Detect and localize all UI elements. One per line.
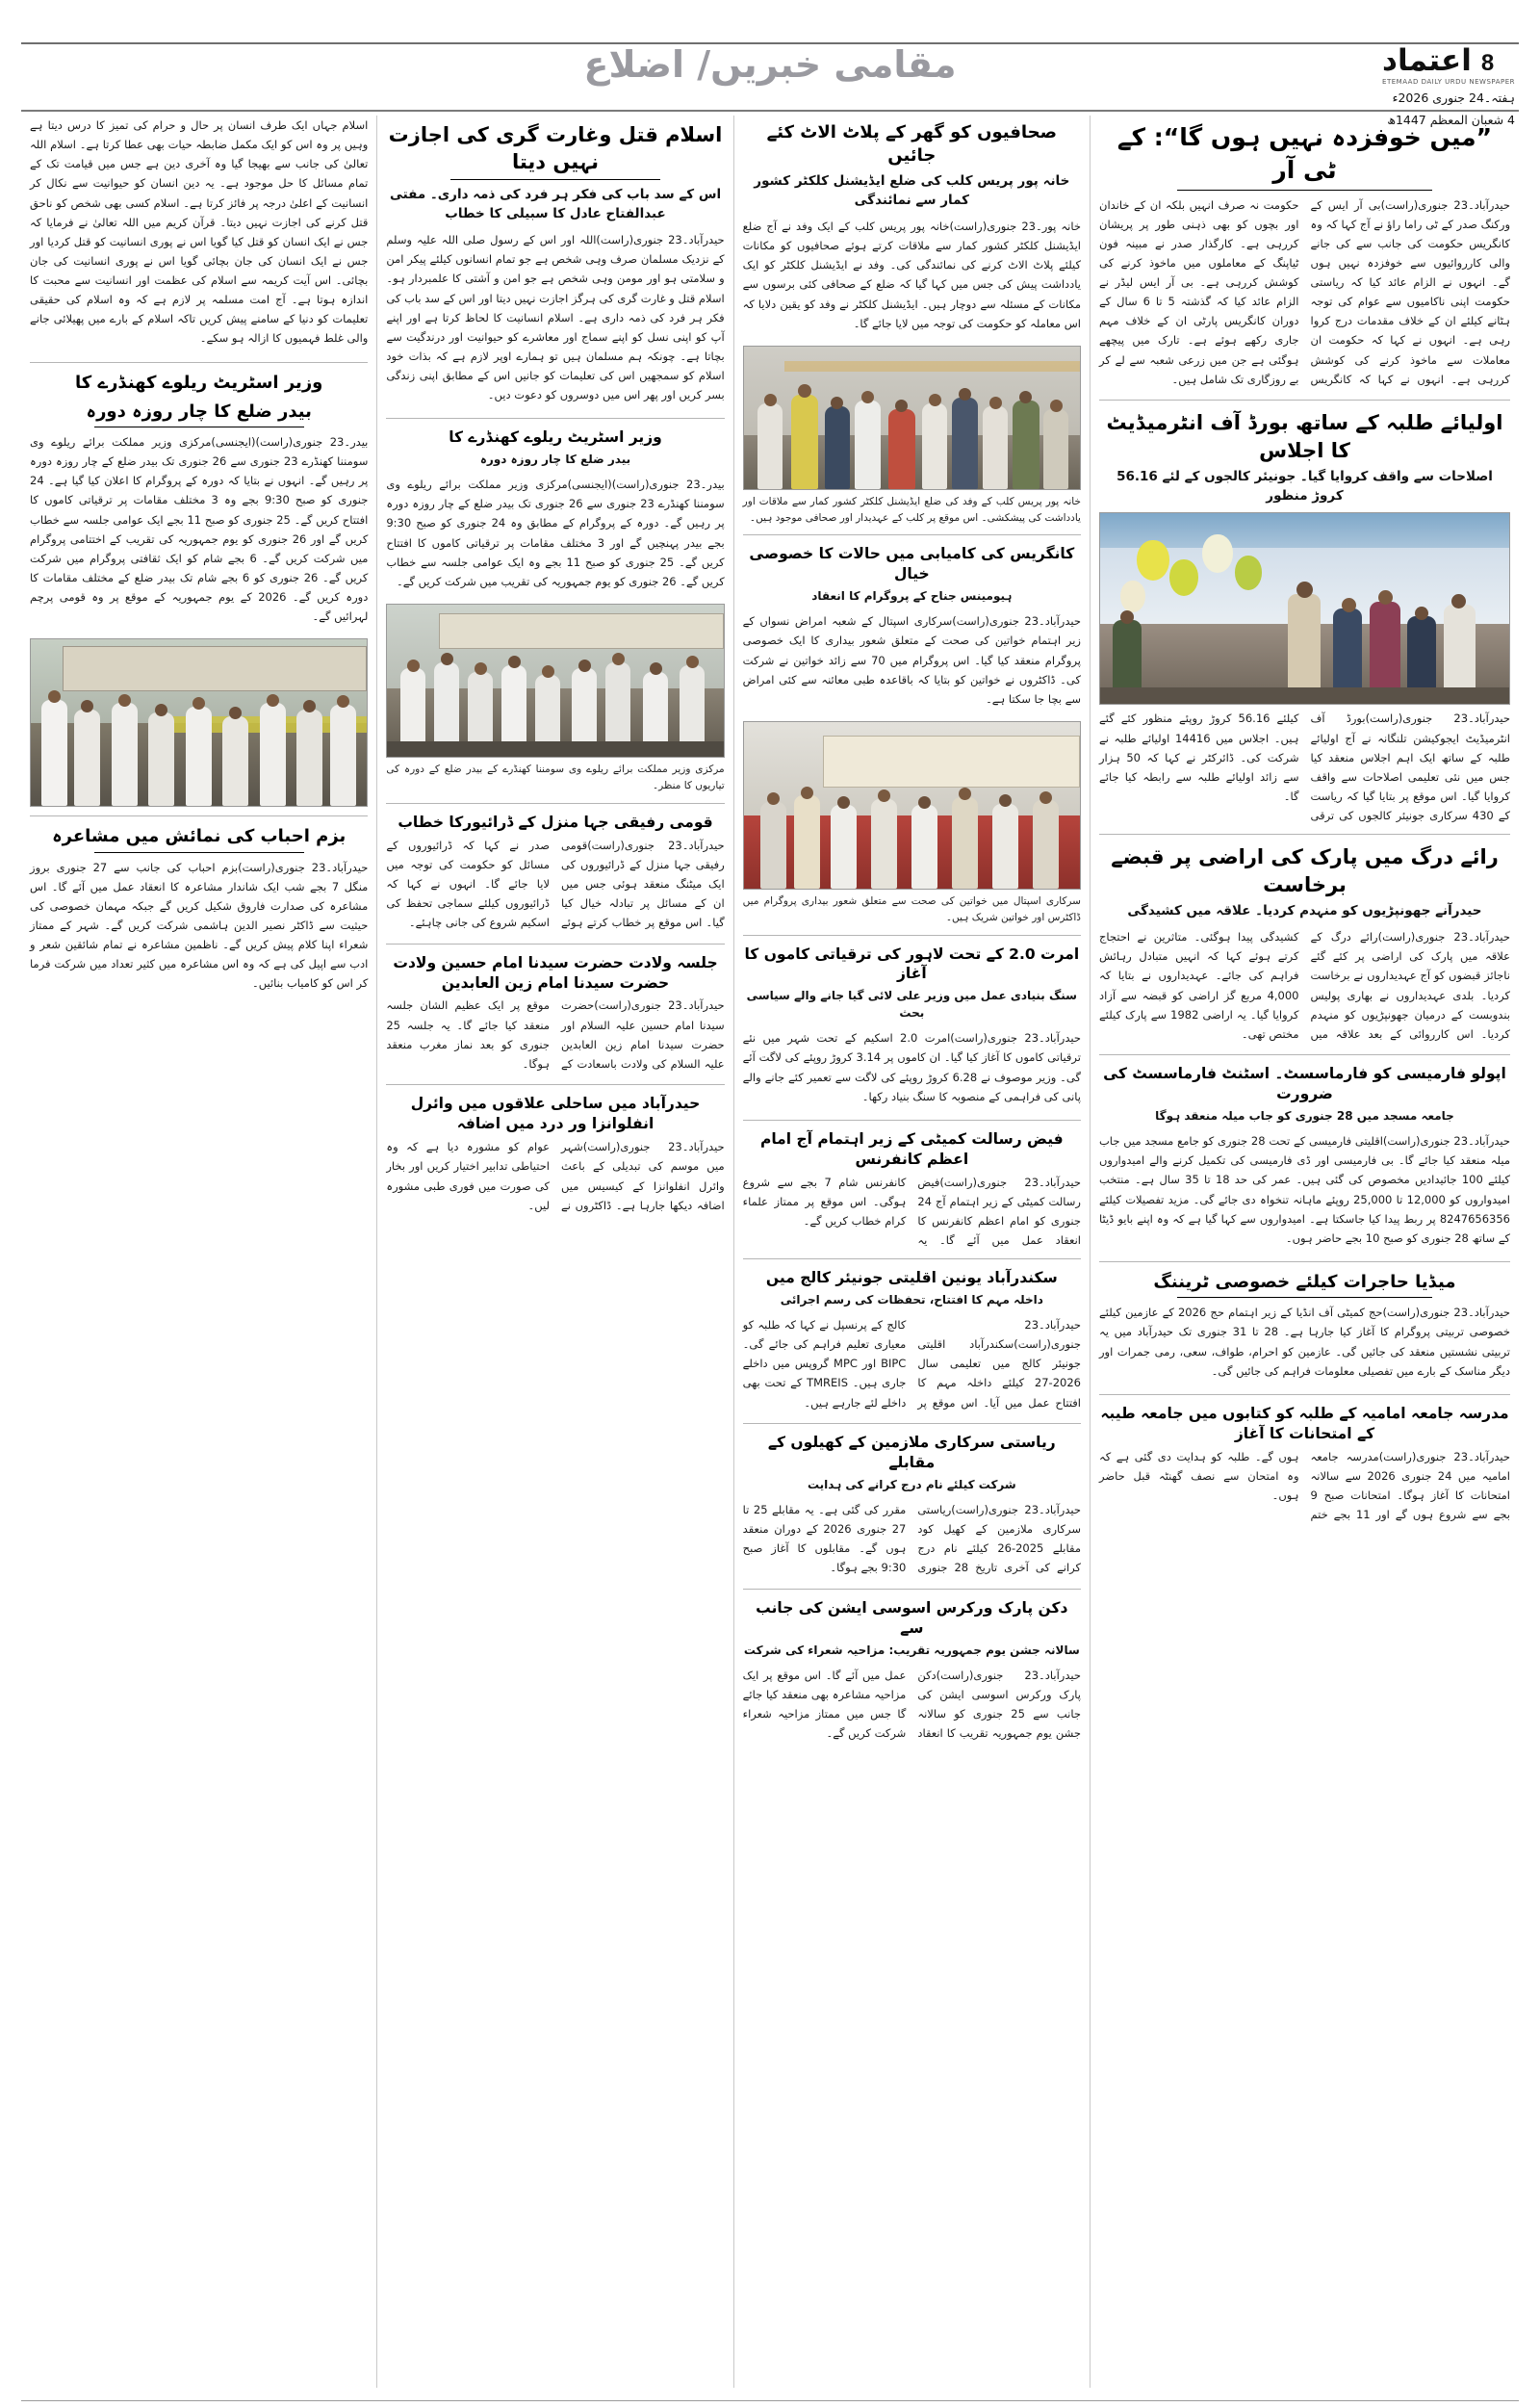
- headline-employee-sports: ریاستی سرکاری ملازمین کے کھیلوں کے مقابلے: [767, 1434, 1056, 1472]
- headline-board-intermediate: اولیائے طلبہ کے ساتھ بورڈ آف انٹرمیڈیٹ کا اجلاس: [1106, 411, 1503, 462]
- story-body-ktr: حیدرآباد۔23 جنوری(راست)بی آر ایس کے ورکنگ صدر کے ٹی راما راؤ نے آج کہا کہ وہ کانگریس حکومت کی جانب سے کی جانے والی کارروائیوں سے خوفزدہ نہیں ہوں گے۔ انہوں نے الزام عائد کیا کہ ریاستی حکومت اپنی ناکامیوں سے عوام کی توجہ ہٹانے کیلئے ان کے خلاف مقدمات درج کروا رہی ہے۔ انہوں نے کہا کہ حکومت ان معاملات سے ماخوذ کرنے کی کوشش کررہی ہے۔ انہوں نے کہا کہ کانگریس حکومت نہ صرف انہیں بلکہ ان کے خاندان اور بچوں کو بھی ذہنی طور پر پریشان کررہی ہے۔ کارگذار صدر نے مبینہ فون ٹیاپنگ کے معاملوں میں ماخوذ کرنے کی کوشش کررہی ہے۔ بی آر ایس لیڈر نے الزام عائد کیا کہ گذشتہ 5 تا 6 سال کے دوران کانگریس پارٹی ان کے خلاف مہم جاری رکھے ہوئے ہے۔ تارک میں پیچھے ہوگئی ہے جن میں زرعی شعبہ سے لے کر بے روزگاری تک شامل ہیں۔: [1099, 197, 1510, 386]
- caption-health-program: سرکاری اسپتال میں خواتین کی صحت سے متعلق شعور بیداری پروگرام میں ڈاکٹرس اور خواتین شریک ہیں۔: [742, 894, 1081, 923]
- page-section-title: مقامی خبریں/ اضلاع: [583, 43, 957, 86]
- story-divider-l1: [30, 362, 368, 363]
- headline-journalists-plots: صحافیوں کو گھر کے پلاٹ الاٹ کئے جائیں: [766, 122, 1057, 167]
- headline-imam-azam-conference: فیض رسالت کمیٹی کے زیر اہتمام آج امام اعظم کانفرنس: [759, 1129, 1064, 1168]
- story-body-congress-health: حیدرآباد۔23 جنوری(راست)سرکاری اسپتال کے شعبہ امراض نسواں کے زیر اہتمام خواتین کی صحت کے متعلق شعور بیداری کا ایک خصوصی پروگرام منعقد کیا گیا۔ اس پروگرام میں 70 سے زائد خواتین نے شرکت کی۔ ڈاکٹروں نے خواتین کو بتایا کہ باقاعدہ طبی معائنہ سے کئی امراض سے بچا جا سکتا ہے۔: [742, 614, 1081, 706]
- story-body-board-intermediate: حیدرآباد۔23 جنوری(راست)بورڈ آف انٹرمیڈیٹ ایجوکیشن تلنگانہ نے آج اولیائے طلبہ کے ساتھ ایک اہم اجلاس منعقد کیا جس میں نئی تعلیمی اصلاحات سے واقف کروایا گیا۔ اس موقع پر بتایا گیا کہ ریاست کے 430 سرکاری جونیئر کالجوں کی ترقی کیلئے 56.16 کروڑ روپئے منظور کئے گئے ہیں۔ اجلاس میں 14416 اولیائے طلبہ نے شرکت کی۔ ڈائرکٹر نے کہا کہ 50 ہزار سے زائد اولیائے طلبہ سے رابطہ کیا جائے گا۔: [1099, 712, 1510, 823]
- headline-media-training: میڈیا حاجرات کیلئے خصوصی ٹریننگ: [1153, 1271, 1456, 1292]
- story-body-amrut-works: حیدرآباد۔23 جنوری(راست)امرت 2.0 اسکیم کے تحت شہر میں نئے ترقیاتی کاموں کا آغاز کیا گیا۔ ان کاموں پر 3.14 کروڑ روپئے کی لاگت آئے گی۔ وزیر موصوف نے 6.28 کروڑ روپئے کی لاگت سے تعمیر کئے جانے والے پانی کی فراہمی کے منصوبہ کا سنگ بنیاد رکھا۔: [742, 1031, 1081, 1103]
- headline-amrut-works: امرت 2.0 کے تحت لاہور کی ترقیاتی کاموں کا آغاز: [744, 945, 1080, 983]
- page-foot-rule: [21, 2400, 1519, 2401]
- story-body-railway-minister: بیدر۔23 جنوری(راست)(ایجنسی)مرکزی وزیر مملکت برائے ریلوے وی سومننا کھنڈرے 23 جنوری سے 26 جنوری تک بیدر ضلع کے چار روزہ دورہ پر رہیں گے۔ انہوں نے بتایا کہ دورہ کے پروگرام کا اعلان کیا گیا ہے۔ 24 جنوری کو صبح 9:30 بجے وہ 3 مختلف مقامات پر ترقیاتی کاموں کا افتتاح کریں گے۔ 25 جنوری کو صبح 11 بجے ایک عوامی جلسہ سے خطاب کریں گے اور 26 جنوری کو یوم جمہوریہ کی تقریب کے اختتامی پروگرام میں شرکت کریں گے۔ 6 بجے شام کو ایک ثقافتی پروگرام میں شرکت کریں گے۔ 26 جنوری کو 6 بجے شام تک بیدر ضلع کے مختلف مقامات کا دورہ کریں گے۔ 2026 کے یوم جمہوریہ کے موقع پر وہ قومی پرچم لہرائیں گے۔: [30, 435, 369, 624]
- story-divider-m5: [743, 1423, 1081, 1424]
- story-body-journalists-plots: خانہ پور۔23 جنوری(راست)خانہ پور پریس کلب کے ایک وفد نے آج ضلع ایڈیشنل کلکٹر کشور کمار سے ملاقات کرتے ہوئے صحافیوں کو مکانات کیلئے پلاٹ الاٹ کرنے کی نمائندگی کی۔ وفد نے ایڈیشنل کلکٹر کو ایک یادداشت پیش کی جس میں کہا گیا کہ ضلع کے صحافی کئی برسوں سے مکانات کے مسئلہ سے دوچار ہیں۔ ایڈیشنل کلکٹر نے وفد کو یقین دلایا کہ اس معاملہ کو حکومت کی توجہ میں لایا جائے گا۔: [742, 220, 1081, 330]
- story-body-employee-sports: حیدرآباد۔23 جنوری(راست)ریاستی سرکاری ملازمین کے کھیل کود مقابلے 2025-26 کیلئے نام درج کرانے کی آخری تاریخ 28 جنوری مقرر کی گئی ہے۔ یہ مقابلے 25 تا 27 جنوری 2026 کے دوران منعقد ہوں گے۔ مقابلوں کا آغاز صبح 9:30 بجے ہوگا۔: [742, 1503, 1081, 1575]
- story-divider-4: [1099, 1261, 1510, 1262]
- column-grid: [21, 116, 1519, 2388]
- story-divider-m1: [743, 534, 1081, 535]
- headline-qaumi-rafiqi: قومی رفیقی جہا منزل کے ڈرائیورکا خطاب: [398, 813, 713, 831]
- story-body-media-training: حیدرآباد۔23 جنوری(راست)حج کمیٹی آف انڈیا کے زیر اہتمام حج 2026 کے عازمین کیلئے خصوصی تربیتی پروگرام کا آغاز کیا جارہا ہے۔ 28 تا 31 جنوری تک حیدرآباد میں یہ تربیتی نشستیں منعقد کی جائیں گی۔ عازمین کو احرام، طواف، سعی، رمی جمرات اور دیگر مناسک کے بارے میں تفصیلی معلومات فراہم کی جائیں گی۔: [1098, 1306, 1511, 1378]
- photo-press-club-delegation: [743, 346, 1081, 490]
- subheadline-railway-minister: بیدر ضلع کا چار روزہ دورہ: [86, 401, 312, 422]
- story-body-apollo-pharmacy: حیدرآباد۔23 جنوری(راست)اقلیتی فارمیسی کے تحت 28 جنوری کو جامع مسجد میں جاب میلہ منعقد کیا جائے گا۔ بی فارمیسی اور ڈی فارمیسی کی تکمیل کرنے والے امیدواروں کیلئے 100 جائیدادیں مخصوص کی گئی ہیں۔ عمر کی حد 18 تا 35 سال ہے۔ منتخب امیدواروں کو 12,000 تا 25,000 روپئے ماہانہ تنخواہ دی جائے گی۔ مزید تفصیلات کیلئے 8247656356 پر ربط پیدا کیا جاسکتا ہے۔ امیدواروں سے کہا گیا ہے کہ وہ اپنے بایو ڈیٹا کے ساتھ 28 جنوری کو صبح 10 بجے حاضر ہوں۔: [1098, 1134, 1511, 1245]
- subhead-board-intermediate: اصلاحات سے واقف کروایا گیا۔ جونیئر کالجوں کے لئے 56.16 کروڑ منظور: [1116, 468, 1493, 505]
- story-divider-5: [1099, 1394, 1510, 1395]
- story-divider-3: [1099, 1054, 1510, 1055]
- headline-junior-college: سکندرآباد یونین اقلیتی جونیئر کالج میں: [765, 1269, 1058, 1287]
- subhead-journalists-plots: خانہ پور پریس کلب کی ضلع ایڈیشنل کلکٹر کشور کمار سے نمائندگی: [754, 172, 1070, 208]
- headline-rule-islam: [450, 179, 660, 180]
- story-divider-m4: [743, 1258, 1081, 1259]
- story-body-madrasa-exams: حیدرآباد۔23 جنوری(راست)مدرسہ جامعہ امامیہ میں 24 جنوری 2026 سے سالانہ امتحانات کا آغاز ہوگا۔ امتحانات صبح 9 بجے سے شروع ہوں گے اور 11 بجے ختم ہوں گے۔ طلبہ کو ہدایت دی گئی ہے کہ وہ امتحان سے نصف گھنٹہ قبل حاضر ہوں۔: [1099, 1449, 1510, 1521]
- headline-bazm-ahbab: بزم احباب کی نمائش میں مشاعرہ: [52, 826, 346, 847]
- story-divider-x2: [386, 803, 724, 804]
- page-number: 8: [1480, 50, 1495, 76]
- photo-minister-visit: [386, 604, 724, 758]
- headline-raidurg-park: رائے درگ میں پارک کی اراضی پر قبضے برخاست: [1111, 845, 1499, 896]
- subhead-raidurg-park: حیدرآنے جھونپڑیوں کو منہدم کردیا۔ علاقہ میں کشیدگی: [1127, 902, 1482, 919]
- story-body-islam-peace-cont: اسلام جہاں ایک طرف انسان پر حال و حرام کی تمیز کا درس دیتا ہے وہیں پر وہ اس کو ایک مکمل ضابطہ حیات بھی عطا کرتا ہے۔ اسلام اللہ تعالیٰ کی جانب سے بھیجا گیا وہ آخری دین ہے جس میں قیامت تک کے تمام مسائل کا حل موجود ہے۔ یہ دین انسان کو حیوانیت سے نکال کر انسانیت کے اعلیٰ درجہ پر فائز کرتا ہے۔ اسلام کسی بھی شخص کو ناحق قتل کرنے کی اجازت نہیں دیتا۔ قرآن کریم میں اللہ تعالیٰ نے فرمایا کہ جس نے ایک انسان کو قتل کیا گویا اس نے پوری انسانیت کو قتل کردیا اور جس نے ایک انسان کی جان بچائی گویا اس نے پوری انسانیت کی جان بچائی۔ اس آیت کریمہ سے اسلام کی عظمت اور انسانیت سے محبت کا اندازہ ہوتا ہے۔ آج امت مسلمہ پر لازم ہے کہ وہ اسلام کی حقیقی تعلیمات کو دنیا کے سامنے پیش کریں تاکہ اسلام کے بارے میں پھیلائی جانے والی غلط فہمیوں کا ازالہ ہو سکے۔: [30, 118, 369, 346]
- headline-ktr: ”میں خوفزدہ نہیں ہوں گا“: کے ٹی آر: [1116, 123, 1493, 184]
- headline-rule-bazm: [94, 852, 304, 853]
- subhead-islam-peace: اس کے سد باب کی فکر ہر فرد کی ذمہ داری۔ مفتی عبدالفتاح عادل کا سبیلی کا خطاب: [389, 186, 722, 221]
- masthead: [21, 17, 1519, 127]
- story-divider-x1: [386, 418, 724, 419]
- photo-railway-event: [30, 638, 368, 807]
- publication-name: اعتماد: [1382, 43, 1472, 78]
- date-hijri: 4 شعبان المعظم 1447ھ: [1387, 112, 1515, 127]
- story-body-qaumi-rafiqi: حیدرآباد۔23 جنوری(راست)قومی رفیقی جہا منزل کے ڈرائیوروں کی ایک میٹنگ منعقد ہوئی جس میں ان کے مسائل پر تبادلہ خیال کیا گیا۔ اس موقع پر خطاب کرتے ہوئے صدر نے کہا کہ ڈرائیوروں کے مسائل کو حکومت کی توجہ میں لایا جائے گا۔ انہوں نے کہا کہ ڈرائیوروں کیلئے سماجی تحفظ کی اسکیم شروع کی جانی چاہئے۔: [386, 838, 725, 929]
- headline-rule: [1177, 190, 1432, 191]
- headline-madrasa-exams: مدرسہ جامعہ امامیہ کے طلبہ کو کتابوں میں جامعہ طیبہ کے امتحانات کا آغاز: [1100, 1404, 1509, 1442]
- column-left: [21, 116, 377, 2388]
- story-divider-m2: [743, 935, 1081, 936]
- story-body-jalsa-wiladat: حیدرآباد۔23 جنوری(راست)حضرت سیدنا امام حسین علیہ السلام اور حضرت سیدنا امام زین العابدین علیہ السلام کی ولادت باسعادت کے موقع پر ایک عظیم الشان جلسہ منعقد کیا جائے گا۔ یہ جلسہ 25 جنوری کو بعد نماز مغرب منعقد ہوگا۔: [386, 998, 725, 1071]
- story-divider-m3: [743, 1120, 1081, 1121]
- story-divider-x3: [386, 944, 724, 945]
- headline-rule-5: [1177, 1297, 1432, 1298]
- story-body-junior-college: حیدرآباد۔23 جنوری(راست)سکندرآباد اقلیتی جونیئر کالج میں تعلیمی سال 2026-27 کیلئے داخلہ مہم کا افتتاح عمل میں آیا۔ اس موقع پر کالج کے پرنسپل نے کہا کہ طلبہ کو معیاری تعلیم فراہم کی جائے گی۔ BIPC اور MPC گروپس میں داخلے جاری ہیں۔ TMREIS کے تحت بھی داخلے لئے جارہے ہیں۔: [742, 1318, 1081, 1410]
- photo-health-program: [743, 721, 1081, 890]
- story-body-raidurg-park: حیدرآباد۔23 جنوری(راست)رائے درگ کے علاقہ میں پارک کی اراضی پر کئے گئے ناجائز قبضوں کو آج عہدیداروں نے برخاست کردیا۔ بلدی عہدیداروں نے بھاری پولیس بندوبست کے درمیان جھونپڑیوں کو منہدم کردیا۔ اس کارروائی کے بعد علاقہ میں کشیدگی پیدا ہوگئی۔ متاثرین نے احتجاج کرتے ہوئے کہا کہ انہیں متبادل رہائش فراہم کی جائے۔ عہدیداروں نے بتایا کہ 4,000 مربع گز اراضی کو قبضہ سے آزاد کروایا گیا۔ یہ اراضی 1982 سے پارک کیلئے مختص تھی۔: [1099, 930, 1510, 1041]
- subhead-apollo-pharmacy: جامعہ مسجد میں 28 جنوری کو جاب میلہ منعقد ہوگا: [1155, 1109, 1454, 1124]
- story-divider-l2: [30, 815, 368, 816]
- caption-press-club-delegation: خانہ پور پریس کلب کے وفد کی ضلع ایڈیشنل کلکٹر کشور کمار سے ملاقات اور یادداشت کی پیشکشی۔ اس موقع پر کلب کے عہدیدار اور صحافی موجود ہیں۔: [742, 495, 1081, 524]
- story-body-bazm-ahbab: حیدرآباد۔23 جنوری(راست)بزم احباب کی جانب سے 27 جنوری بروز منگل 7 بجے شب ایک شاندار مشاعرہ کا انعقاد عمل میں آئے گا۔ اس مشاعرہ کی صدارت فاروق شکیل کریں گے جبکہ مہمان خصوصی کی حیثیت سے ڈاکٹر نصیر الدین ہاشمی شرکت کریں گے۔ شہر کے ممتاز شعراء اپنا کلام پیش کریں گے۔ ناظمین مشاعرہ نے تمام شائقین شعر و ادب سے اپیل کی ہے کہ وہ اس مشاعرہ میں کثیر تعداد میں شرکت فرما کر اس کو کامیاب بنائیں۔: [30, 860, 369, 991]
- headline-apollo-pharmacy: اپولو فارمیسی کو فارماسسٹ۔ اسٹنٹ فارماسسٹ کی ضرورت: [1103, 1065, 1506, 1103]
- column-mid2: [377, 116, 733, 2388]
- story-body-minister-bidar: بیدر۔23 جنوری(راست)(ایجنسی)مرکزی وزیر مملکت برائے ریلوے وی سومننا کھنڈرے 23 جنوری سے 26 جنوری تک بیدر ضلع کے چار روزہ دورہ پر رہیں گے۔ دورہ کے پروگرام کے مطابق وہ 24 جنوری کو صبح 9:30 بجے بیدر پہنچیں گے اور 3 مختلف مقامات پر ترقیاتی کاموں کا افتتاح کریں گے۔ 25 جنوری کو صبح 11 بجے وہ ایک عوامی جلسہ سے خطاب کریں گے۔ 26 جنوری کو یوم جمہوریہ کی تقریب میں شرکت کریں گے۔: [386, 478, 725, 588]
- publication-tagline: ETEMAAD DAILY URDU NEWSPAPER: [1382, 78, 1515, 86]
- story-body-imam-azam-conference: حیدرآباد۔23 جنوری(راست)فیض رسالت کمیٹی کے زیر اہتمام آج 24 جنوری کو امام اعظم کانفرنس کا انعقاد عمل میں آئے گا۔ یہ کانفرنس شام 7 بجے سے شروع ہوگی۔ اس موقع پر ممتاز علماء کرام خطاب کریں گے۔: [742, 1175, 1081, 1248]
- photo-board-meeting: [1099, 512, 1510, 705]
- story-divider-2: [1099, 834, 1510, 835]
- caption-minister-visit: مرکزی وزیر مملکت برائے ریلوے وی سومننا کھنڈرے کے بیدر ضلع کے دورہ کی تیاریوں کا منظر۔: [386, 763, 725, 791]
- headline-jalsa-wiladat: جلسہ ولادت حضرت سیدنا امام حسین ولادت حضرت سیدنا امام زین العابدین: [393, 953, 718, 992]
- subhead-junior-college: داخلہ مہم کا افتتاح، تحفظات کی رسم اجرائی: [780, 1293, 1043, 1307]
- headline-minister-bidar: وزیر اسٹریٹ ریلوے کھنڈرے کا: [449, 428, 662, 447]
- story-body-islam-peace: حیدرآباد۔23 جنوری(راست)اللہ اور اس کے رسول صلی اللہ علیہ وسلم کے نزدیک مسلمان صرف وہی شخص ہے جو تمام انسانوں کیلئے پیکر امن و سلامتی ہو اور مومن وہی شخص ہے جو امن و آشتی کا علمبردار ہو۔ اسلام قتل و غارت گری کی ہرگز اجازت نہیں دیتا اور اس کے سد باب کی فکر ہر فرد کی ذمہ داری ہے۔ اسلام انسانیت کا لحاظ کرتا ہے اور اپنے آپ کو اپنی نسل کو اپنے سماج اور معاشرے کو حیوانیت اور درندگیت سے بچاتا ہے۔ چونکہ ہم مسلمان ہیں تو ہمارے اوپر لازم ہے کہ بذات خود اسلام کو سمجھیں اس کی تعلیمات کو جانیں اس کے مطابق اپنی زندگی بسر کریں اور پھر اس میں دوسروں کو دعوت دیں۔: [386, 233, 725, 402]
- story-divider: [1099, 400, 1510, 401]
- subhead-minister-bidar: بیدر ضلع کا چار روزہ دورہ: [479, 453, 631, 467]
- subhead-congress-health: ہیومینس جناح کے پروگرام کا انعقاد: [811, 589, 1013, 604]
- story-divider-m6: [743, 1589, 1081, 1590]
- story-body-deccan-park: حیدرآباد۔23 جنوری(راست)دکن پارک ورکرس اسوسی ایشن کی جانب سے 25 جنوری کو سالانہ جشن یوم جمہوریہ تقریب کا انعقاد عمل میں آئے گا۔ اس موقع پر ایک مزاحیہ مشاعرہ بھی منعقد کیا جائے گا جس میں ممتاز مزاحیہ شعراء شرکت کریں گے۔: [742, 1668, 1081, 1741]
- subhead-employee-sports: شرکت کیلئے نام درج کرانے کی ہدایت: [807, 1478, 1016, 1492]
- subhead-amrut-works: سنگ بنیادی عمل میں وزیر علی لائی گیا جانے والے سیاسی بحث: [746, 989, 1077, 1021]
- headline-islam-peace: اسلام قتل وغارت گری کی اجازت نہیں دیتا: [388, 123, 723, 174]
- headline-viral-influenza: حیدرآباد میں ساحلی علاقوں میں وائرل انفلوانزا ور درد میں اضافہ: [410, 1095, 701, 1133]
- headline-congress-health: کانگریس کی کامیابی میں حالات کا خصوصی خیال: [749, 545, 1075, 583]
- subhead-deccan-park: سالانہ جشن یوم جمہوریہ تقریب: مزاحیہ شعراء کی شرکت: [743, 1643, 1080, 1657]
- column-right: [1091, 116, 1519, 2388]
- story-body-viral-influenza: حیدرآباد۔23 جنوری(راست)شہر میں موسم کی تبدیلی کے باعث وائرل انفلوانزا کے کیسیس میں اضافہ دیکھا جارہا ہے۔ ڈاکٹروں نے عوام کو مشورہ دیا ہے کہ وہ احتیاطی تدابیر اختیار کریں اور بخار کی صورت میں فوری طبی مشورہ لیں۔: [386, 1140, 725, 1212]
- story-divider-x4: [386, 1084, 724, 1085]
- column-mid: [734, 116, 1091, 2388]
- headline-railway-minister: وزیر اسٹریٹ ریلوے کھنڈرے کا: [75, 372, 323, 393]
- date-gregorian: ہفتہ۔24 جنوری 2026ء: [1392, 91, 1515, 105]
- headline-deccan-park: دکن پارک ورکرس اسوسی ایشن کی جانب سے: [756, 1599, 1068, 1637]
